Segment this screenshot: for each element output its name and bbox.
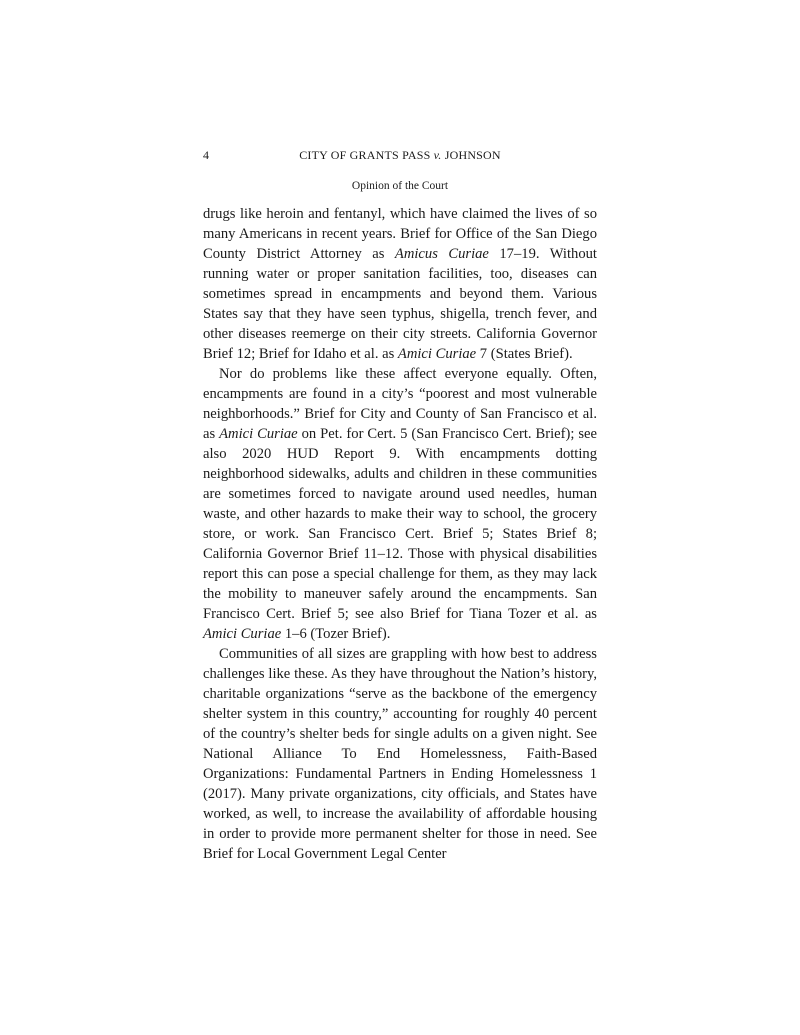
opinion-paragraph — [203, 204, 597, 364]
italic-citation: Amici Curiae — [397, 346, 477, 362]
running-head — [203, 148, 597, 168]
paragraph-text: on Pet. for Cert. 5 (San Francisco Cert. Brief); see also 2020 HUD Report 9. With encampments dotting neighborhood sidewalks, adults and children in these communities are sometimes forced to navigate around used needles, human waste, and other hazards to make their way to school, the grocery store, or work. San Francisco Cert. Brief 5; States Brief 8; California Governor Brief 11–12. Those with physical disabilities report this can pose a special challenge for them, as they may lack the mobility to maneuver safely around the encampments. San Francisco Cert. Brief 5; see also Brief for Tiana Tozer et al. as — [203, 426, 598, 622]
case-title-part: CITY OF GRANTS PASS — [299, 148, 434, 162]
paragraph-text: 17–19. Without running water or proper sanitation facilities, too, diseases can sometimes spread in encampments and beyond them. Various States say that they have seen typhus, shigella, trench fever, and other diseases reemerge on their city streets. California Governor Brief 12; Brief for Idaho et al. as — [203, 246, 597, 362]
italic-citation: Amici Curiae — [219, 426, 298, 442]
section-label: Opinion of the Court — [351, 180, 449, 192]
case-title-part: JOHNSON — [441, 148, 501, 162]
opinion-page — [203, 148, 597, 864]
paragraph-text: Nor do problems like these affect everyone equally. Often, encampments are found in a city’s “poorest and most vulnerable neighborhoods.” Brief for City and County of San Francisco et al. as — [203, 366, 597, 442]
italic-citation: Amici Curiae — [203, 626, 282, 642]
opinion-paragraph — [203, 644, 597, 864]
paragraph-text: drugs like heroin and fentanyl, which have claimed the lives of so many Americans in recent years. Brief for Office of the San Diego County District Attorney as — [203, 206, 597, 262]
opinion-body — [203, 204, 597, 864]
paragraph-text: Communities of all sizes are grappling with how best to address challenges like these. As they have throughout the Nation’s history, charitable organizations “serve as the backbone of the emergency shelter system in this country,” accounting for roughly 40 percent of the country’s shelter beds for single adults on a given night. See National Alliance To End Homelessness, Faith-Based Organizations: Fundamental Partners in Ending Homelessness 1 (2017). Many private organizations, city officials, and States have worked, as well, to increase the availability of affordable housing in order to provide more permanent shelter for those in need. See Brief for Local Government Legal Center — [203, 646, 597, 862]
italic-citation: Amicus Curiae — [394, 246, 489, 262]
case-title-versus: v. — [433, 148, 442, 162]
case-title — [203, 148, 597, 163]
paragraph-text: 1–6 (Tozer Brief). — [281, 626, 391, 642]
paragraph-text: 7 (States Brief). — [476, 346, 573, 362]
opinion-paragraph — [203, 364, 597, 644]
page-number: 4 — [203, 148, 210, 162]
